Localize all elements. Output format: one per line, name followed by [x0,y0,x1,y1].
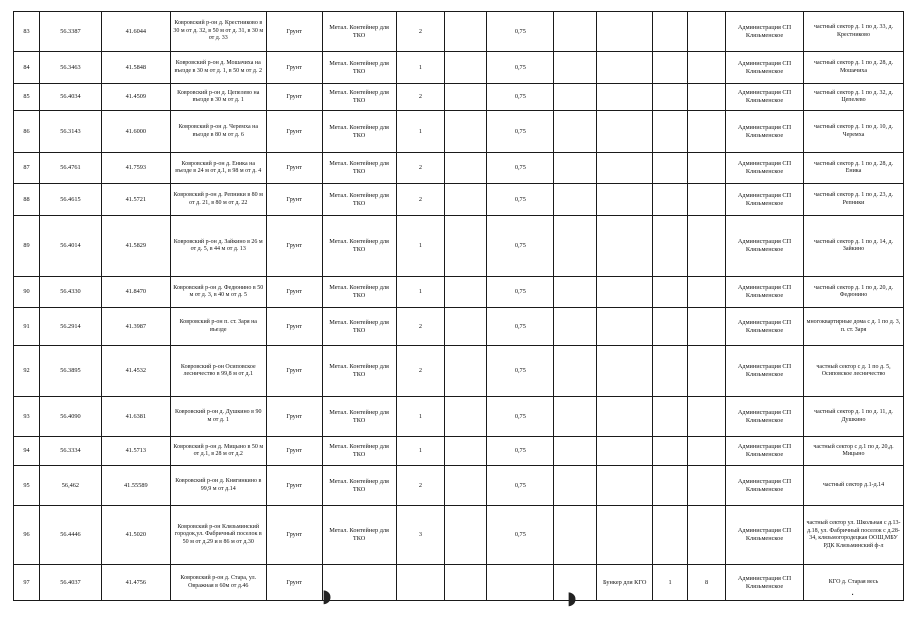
empty-cell [554,84,597,111]
bunker-count-cell [653,52,688,84]
address-cell: Ковровский р-он д. Репники в 80 м от д. 21, в 80 м от д. 22 [170,184,266,216]
volume-cell: 0,75 [487,12,554,52]
owner-cell: Администрация СП Клязьменское [726,397,804,437]
bunker-count-cell [653,84,688,111]
latitude-cell: 56.4615 [39,184,101,216]
row-number: 88 [14,184,40,216]
longitude-cell: 41.55589 [101,466,170,506]
owner-cell: Администрация СП Клязьменское [726,184,804,216]
bunker-type-cell [597,111,653,153]
volume-cell: 0,75 [487,346,554,397]
volume-cell: 0,75 [487,153,554,184]
longitude-cell: 41.6381 [101,397,170,437]
empty-cell [554,12,597,52]
surface-cell: Грунт [266,216,322,277]
owner-cell: Администрация СП Клязьменское [726,111,804,153]
surface-cell: Грунт [266,565,322,601]
owner-cell: Администрация СП Клязьменское [726,52,804,84]
surface-cell: Грунт [266,111,322,153]
container-count-cell: 3 [396,506,445,565]
served-objects-cell: частный сектор д. 1 по д. 33, д. Крестниково [803,12,903,52]
longitude-cell: 41.5713 [101,437,170,466]
address-cell: Ковровский р-он д. Федюнино в 50 м от д. 3, в 40 м от д. 5 [170,277,266,308]
container-count-cell: 2 [396,12,445,52]
table-row [14,12,904,52]
empty-cell [445,506,487,565]
latitude-cell: 56.3334 [39,437,101,466]
empty-cell [554,52,597,84]
latitude-cell: 56.4761 [39,153,101,184]
address-cell: Ковровский р-он Клязьминский городок,ул. Фабричный поселок в 50 м от д.29 и в 86 м от д.30 [170,506,266,565]
container-type-cell: Метал. Контейнер для ТКО [322,216,396,277]
container-type-cell: Метал. Контейнер для ТКО [322,466,396,506]
bunker-count-cell [653,184,688,216]
longitude-cell: 41.5020 [101,506,170,565]
row-number: 84 [14,52,40,84]
container-count-cell: 1 [396,111,445,153]
bunker-volume-cell [688,153,726,184]
bunker-type-cell [597,506,653,565]
longitude-cell: 41.5848 [101,52,170,84]
address-cell: Ковровский р-он д. Зайкино в 26 м от д. 5, в 44 м от д. 13 [170,216,266,277]
surface-cell: Грунт [266,346,322,397]
bunker-count-cell [653,216,688,277]
table-row [14,308,904,346]
owner-cell: Администрация СП Клязьменское [726,506,804,565]
address-cell: Ковровский р-он д. Цепелево на въезде в 30 м от д. 1 [170,84,266,111]
empty-cell [445,111,487,153]
row-number: 93 [14,397,40,437]
container-type-cell: Метал. Контейнер для ТКО [322,346,396,397]
empty-cell [445,397,487,437]
row-number: 90 [14,277,40,308]
longitude-cell: 41.4532 [101,346,170,397]
container-count-cell: 2 [396,184,445,216]
table-row [14,52,904,84]
address-cell: Ковровский р-он д. Крестниково в 30 м от д. 32, в 50 м от д. 31, в 30 м от д. 33 [170,12,266,52]
empty-cell [445,346,487,397]
bunker-volume-cell [688,12,726,52]
empty-cell [445,52,487,84]
row-number: 95 [14,466,40,506]
bunker-type-cell [597,277,653,308]
container-type-cell: Метал. Контейнер для ТКО [322,12,396,52]
latitude-cell: 56.3387 [39,12,101,52]
container-count-cell: 2 [396,466,445,506]
empty-cell [554,153,597,184]
bunker-volume-cell [688,111,726,153]
bunker-type-cell [597,397,653,437]
scan-speck: · [851,590,855,601]
volume-cell: 0,75 [487,84,554,111]
empty-cell [554,466,597,506]
address-cell: Ковровский р-он д. Мошачиха на въезде в 30 м от д. 1, в 50 м от д. 2 [170,52,266,84]
container-count-cell: 2 [396,308,445,346]
bunker-type-cell [597,216,653,277]
served-objects-cell: частный сектор д. 1 по д. 32, д. Цепелево [803,84,903,111]
surface-cell: Грунт [266,184,322,216]
surface-cell: Грунт [266,84,322,111]
served-objects-cell: КГО д. Старая весь [803,565,903,601]
table-row [14,84,904,111]
table-row [14,153,904,184]
container-type-cell: Метал. Контейнер для ТКО [322,437,396,466]
bunker-count-cell [653,397,688,437]
latitude-cell: 56.4037 [39,565,101,601]
latitude-cell: 56.4034 [39,84,101,111]
container-type-cell [322,565,396,601]
latitude-cell: 56.4090 [39,397,101,437]
empty-cell [554,437,597,466]
empty-cell [445,437,487,466]
bunker-type-cell [597,308,653,346]
address-cell: Ковровский р-он д. Княгинкино в 99,9 м от д.14 [170,466,266,506]
table-row [14,437,904,466]
volume-cell: 0,75 [487,437,554,466]
owner-cell: Администрация СП Клязьменское [726,308,804,346]
bunker-type-cell [597,12,653,52]
volume-cell: 0,75 [487,397,554,437]
container-type-cell: Метал. Контейнер для ТКО [322,84,396,111]
row-number: 97 [14,565,40,601]
address-cell: Ковровский р-он д. Черемха на въезде в 80 м от д. 6 [170,111,266,153]
bunker-count-cell [653,437,688,466]
served-objects-cell: частный сектор д. 1 по д. 10, д. Черемха [803,111,903,153]
container-count-cell: 2 [396,346,445,397]
bunker-volume-cell [688,216,726,277]
latitude-cell: 56.4014 [39,216,101,277]
empty-cell [445,216,487,277]
row-number: 87 [14,153,40,184]
container-count-cell [396,565,445,601]
bunker-volume-cell [688,184,726,216]
binding-hole-mark: ◗ [567,588,577,609]
container-count-cell: 1 [396,397,445,437]
latitude-cell: 56.3143 [39,111,101,153]
bunker-type-cell [597,437,653,466]
row-number: 89 [14,216,40,277]
bunker-type-cell: Бункер для КГО [597,565,653,601]
owner-cell: Администрация СП Клязьменское [726,277,804,308]
surface-cell: Грунт [266,437,322,466]
container-count-cell: 1 [396,437,445,466]
owner-cell: Администрация СП Клязьменское [726,437,804,466]
volume-cell: 0,75 [487,216,554,277]
longitude-cell: 41.8470 [101,277,170,308]
owner-cell: Администрация СП Клязьменское [726,466,804,506]
volume-cell: 0,75 [487,111,554,153]
row-number: 92 [14,346,40,397]
served-objects-cell: частный сектор ул. Школьная с д.13-д.18, ул. Фабричный поселок с д.28-34, клязьмогородецкая ООШ,МБУ РДК Клязьминский ф-л [803,506,903,565]
bunker-count-cell [653,12,688,52]
empty-cell [554,277,597,308]
owner-cell: Администрация СП Клязьменское [726,565,804,601]
container-type-cell: Метал. Контейнер для ТКО [322,111,396,153]
bunker-type-cell [597,184,653,216]
longitude-cell: 41.5829 [101,216,170,277]
bunker-type-cell [597,84,653,111]
latitude-cell: 56.3895 [39,346,101,397]
bunker-volume-cell [688,506,726,565]
surface-cell: Грунт [266,12,322,52]
binding-hole-mark: ◗ [322,586,332,607]
empty-cell [445,277,487,308]
empty-cell [554,216,597,277]
table-row [14,397,904,437]
container-type-cell: Метал. Контейнер для ТКО [322,506,396,565]
served-objects-cell: частный сектор с д. 1 по д. 5, Осиповское лесничество [803,346,903,397]
bunker-count-cell [653,346,688,397]
bunker-volume-cell [688,466,726,506]
longitude-cell: 41.5721 [101,184,170,216]
row-number: 86 [14,111,40,153]
served-objects-cell: многоквартирные дома с д. 1 по д. 3, п. ст. Заря [803,308,903,346]
bunker-volume-cell [688,52,726,84]
surface-cell: Грунт [266,153,322,184]
surface-cell: Грунт [266,52,322,84]
served-objects-cell: частный сектор д. 1 по д. 14, д. Зайкино [803,216,903,277]
empty-cell [445,153,487,184]
volume-cell: 0,75 [487,506,554,565]
bunker-volume-cell [688,308,726,346]
row-number: 91 [14,308,40,346]
longitude-cell: 41.3987 [101,308,170,346]
bunker-count-cell [653,466,688,506]
empty-cell [554,346,597,397]
bunker-type-cell [597,52,653,84]
container-type-cell: Метал. Контейнер для ТКО [322,277,396,308]
surface-cell: Грунт [266,277,322,308]
bunker-type-cell [597,346,653,397]
bunker-count-cell: 1 [653,565,688,601]
container-count-cell: 2 [396,84,445,111]
table-row [14,184,904,216]
served-objects-cell: частный сектор д. 1 по д. 11, д. Душкино [803,397,903,437]
empty-cell [445,184,487,216]
served-objects-cell: частный сектор д. 1 по д. 28, д. Мошачиха [803,52,903,84]
address-cell: Ковровский р-он д. Душкино в 90 м от д. 1 [170,397,266,437]
table-row [14,277,904,308]
bunker-count-cell [653,153,688,184]
bunker-count-cell [653,111,688,153]
table-row [14,565,904,601]
empty-cell [445,84,487,111]
empty-cell [445,466,487,506]
empty-cell [554,506,597,565]
owner-cell: Администрация СП Клязьменское [726,84,804,111]
address-cell: Ковровский р-он д. Еника на въезде в 24 м от д.1, в 98 м от д. 4 [170,153,266,184]
served-objects-cell: частный сектор с д.1 по д. 20,д. Мицыно [803,437,903,466]
empty-cell [445,308,487,346]
bunker-volume-cell [688,84,726,111]
latitude-cell: 56.3463 [39,52,101,84]
owner-cell: Администрация СП Клязьменское [726,153,804,184]
bunker-count-cell [653,277,688,308]
waste-sites-table [13,11,904,601]
latitude-cell: 56.2914 [39,308,101,346]
empty-cell [554,111,597,153]
bunker-volume-cell [688,397,726,437]
bunker-volume-cell [688,277,726,308]
bunker-count-cell [653,308,688,346]
container-count-cell: 1 [396,52,445,84]
volume-cell: 0,75 [487,308,554,346]
bunker-volume-cell: 8 [688,565,726,601]
container-type-cell: Метал. Контейнер для ТКО [322,52,396,84]
volume-cell: 0,75 [487,466,554,506]
address-cell: Ковровский р-он д. Мицыно в 50 м от д.1, в 28 м от д.2 [170,437,266,466]
volume-cell [487,565,554,601]
longitude-cell: 41.4509 [101,84,170,111]
row-number: 85 [14,84,40,111]
owner-cell: Администрация СП Клязьменское [726,12,804,52]
served-objects-cell: частный сектор д. 1 по д. 28, д. Еника [803,153,903,184]
container-count-cell: 1 [396,277,445,308]
surface-cell: Грунт [266,397,322,437]
empty-cell [445,12,487,52]
bunker-count-cell [653,506,688,565]
owner-cell: Администрация СП Клязьменское [726,346,804,397]
address-cell: Ковровский р-он п. ст. Заря на въезде [170,308,266,346]
latitude-cell: 56,462 [39,466,101,506]
container-type-cell: Метал. Контейнер для ТКО [322,184,396,216]
table-body [14,12,904,601]
row-number: 83 [14,12,40,52]
surface-cell: Грунт [266,506,322,565]
empty-cell [554,184,597,216]
volume-cell: 0,75 [487,277,554,308]
container-type-cell: Метал. Контейнер для ТКО [322,397,396,437]
bunker-volume-cell [688,437,726,466]
table-row [14,216,904,277]
address-cell: Ковровский р-он д. Стара, ул. Овражная в 60м от д.46 [170,565,266,601]
latitude-cell: 56.4446 [39,506,101,565]
container-count-cell: 2 [396,153,445,184]
longitude-cell: 41.6000 [101,111,170,153]
container-type-cell: Метал. Контейнер для ТКО [322,153,396,184]
longitude-cell: 41.4756 [101,565,170,601]
empty-cell [445,565,487,601]
empty-cell [554,308,597,346]
address-cell: Ковровский р-он Осиповское лесничество в 99,8 м от д.1 [170,346,266,397]
container-count-cell: 1 [396,216,445,277]
bunker-volume-cell [688,346,726,397]
longitude-cell: 41.7593 [101,153,170,184]
longitude-cell: 41.6044 [101,12,170,52]
table-row [14,506,904,565]
bunker-type-cell [597,153,653,184]
served-objects-cell: частный сектор д.1-д.14 [803,466,903,506]
latitude-cell: 56.4330 [39,277,101,308]
table-row [14,111,904,153]
row-number: 96 [14,506,40,565]
served-objects-cell: частный сектор д. 1 по д. 20, д. Федюнино [803,277,903,308]
surface-cell: Грунт [266,466,322,506]
table-row [14,346,904,397]
volume-cell: 0,75 [487,184,554,216]
container-type-cell: Метал. Контейнер для ТКО [322,308,396,346]
row-number: 94 [14,437,40,466]
volume-cell: 0,75 [487,52,554,84]
table-row [14,466,904,506]
bunker-type-cell [597,466,653,506]
empty-cell [554,397,597,437]
served-objects-cell: частный сектор д. 1 по д. 23, д. Репники [803,184,903,216]
owner-cell: Администрация СП Клязьменское [726,216,804,277]
surface-cell: Грунт [266,308,322,346]
